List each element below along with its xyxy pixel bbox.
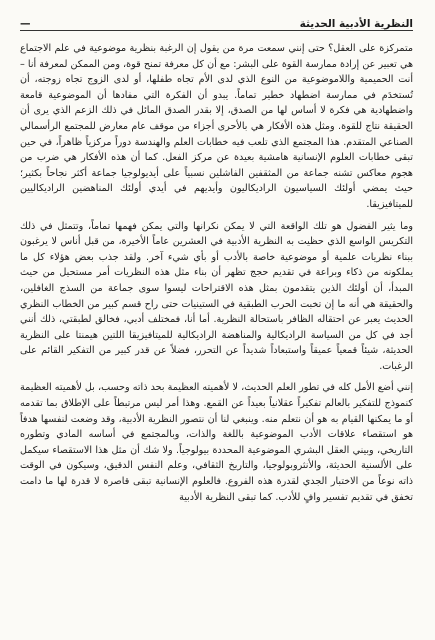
- paragraph-1: متمركزة على العقل؟ حتى إنني سمعت مرة من يقول إن الرغبة بنظرية موضوعية في علم الاجتماع هي تعبير عن إرادة ممارسة القوة على البشر: مع أن كل معرفة تمنح قوة، ومن الممكن لمعرفة أنا – أنت الحميمية واللاموضوعية من النوع الذي لدى الأم تجاه طفلها، أو لدى الزوج تجاه زوجته، أن تُستخدَم في ممارسة اضطهاد خطير تماماً. يبدو أن الفكرة التي مفادها أن الموضوعية قامعة واضطهادية هي فكرة لا أساس لها من الصدق، إلا بقدر الصدق المائل في ذلك الزعم الذي يرى أن الحقيقة نتاج للقوة. ومثل هذه الأفكار هي بالأحرى أجزاء من موقف عام معارض للمجتمع الرأسمالي الصناعي المتقدم. هذا المجتمع الذي تلعب فيه خطابات العلم والهندسة دوراً مركزياً ظاهراً، في حين تبقى خطابات العلوم الإنسانية هامشية بعيدة عن مركز الفعل. كما أن هذه الأفكار هي ضرب من هجوم معاكس تشنه جماعة من المثقفين الفاشلين نسبياً على أيديولوجيا جماعة أكثر نجاحاً بكثير؛ حيث يمضي أولئك السياسيون الراديكاليون وأيديهم في أيدي أولئك المناهضين الراديكاليين للميتافيزيقا.: [20, 43, 413, 210]
- page-number: —: [20, 18, 31, 30]
- paragraph-2: وما يثير الفضول هو تلك الواقعة التي لا يمكن نكرانها والتي يمكن فهمها تماماً، وتتمثل في ذلك التكريس الواسع الذي حظيت به النظرية الأدبية في العشرين عاماً الأخيرة، من قبل أناس لا يرغبون ببناء نظريات علمية أو موضوعية خاصة بالأدب أو بأي شيء آخر. ولقد جذب بعض هؤلاء كل ما يملكونه من ذكاء وبراعة في تقديم حجج تظهر أن بناء مثل هذه النظريات أمر مستحيل من حيث المبدأ، أن أولئك الذين يتقدمون بمثل هذه الاقتراحات ليسوا سوى جماعة من السذج الغافلين، والحقيقة هي أنه ما إن تخبت الحرب الطبقية في الستينيات حتى راح قسم كبير من الخطاب النظري الحديث يعبر عن احتقاله الظافر باستحالة النظرية. أما أنا، فمختلف أدبي، فخالق لطبقتي، ذلك أنني أجد في كل من السياسة الراديكالية والمناهضة الراديكالية للميتافيزيقا اللتين هيمنتا على النظرية الحديثة، شيئاً قمعياً عميقاً واستبعاداً شديداً عن التحرر، فضلاً عن قدر كبير من التفكير القائم على الرغبات.: [20, 220, 413, 372]
- running-header: [20, 0, 413, 31]
- running-title: النظرية الأدبية الحديثة: [299, 18, 413, 30]
- body-text: [20, 41, 413, 505]
- paragraph-3: إنني أضع الأمل كله في تطور العلم الحديث، لا لأهميته العظيمة بحد ذاته وحسب، بل لأهميته العظيمة كنموذج للتفكير بالعالم تفكيراً عقلانياً بعيداً عن القمع. وهذا أمر ليس مرتبطاً على الإطلاق بما تقدمه أو ما يمكنها القيام به هو أن نتعلم منه. وينبغي لنا أن نتصور النظرية الأدبية، وقد وضعت لنفسها هدفاً هو استقصاء علاقات الأدب الموضوعية باللغة والذات، وبالمجتمع في أساسه المادي وتطوره التاريخي، وبيني العقل البشري الموضوعية المحددة بيولوجياً. ولا شك أن مثل هذا الاستقصاء سيكمل على الألسنية الحديثة، والأنثروبولوجيا، والتاريخ الثقافي، وعلم النفس الدقيق، وسيكون في الوقت ذاته نوعاً من الاختبار الجدي لقدرة هذه الفروع. فالعلوم الإنسانية تبقى قاصرة لا قدرة لها ما دامت تخفق في تقديم تفسير وافٍ للأدب. كما تبقى النظرية الأدبية: [20, 382, 413, 503]
